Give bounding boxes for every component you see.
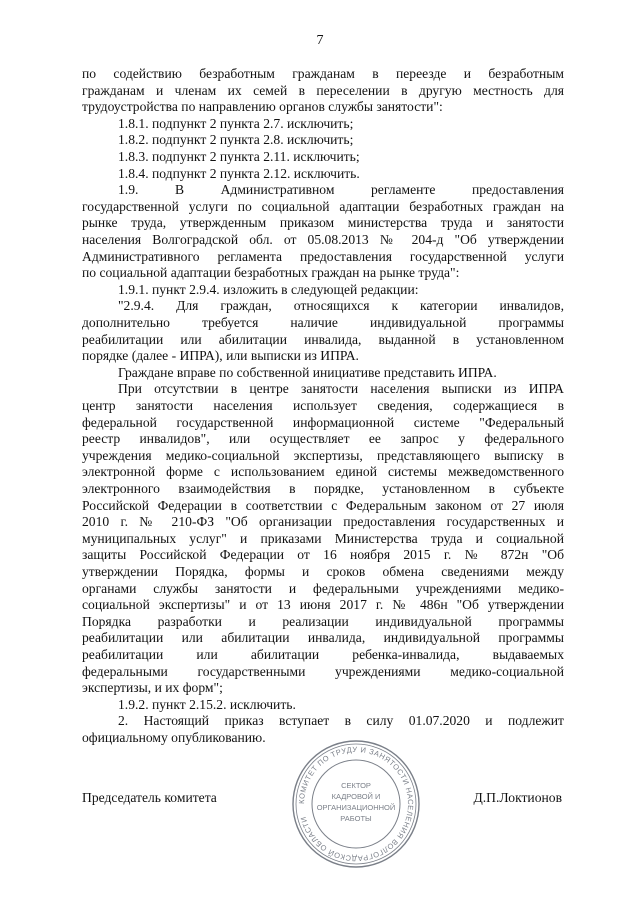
text-line: "2.9.4. Для граждан, относящихся к категории инвалидов,: [118, 298, 564, 314]
text-line: Российской Федерации в соответствии с Федеральным законом от 27 июля: [82, 497, 564, 513]
text-line: органами службы занятости и федеральными учреждениями медико-: [82, 580, 564, 596]
text-line: центр занятости населения использует сведения, содержащиеся в: [82, 398, 564, 413]
text-line: реабилитации или абилитации инвалида, индивидуальной программы: [82, 630, 564, 646]
official-stamp: [290, 738, 422, 870]
text-line: 1.9. В Административном регламенте предоставления: [118, 182, 564, 198]
text-line: Граждане вправе по собственной инициативе представить ИПРА.: [118, 364, 497, 380]
text-line: по социальной адаптации безработных граждан на рынке труда":: [82, 265, 460, 281]
text-line: реабилитации или абилитации ребенка-инвалида, выдаваемых: [82, 647, 564, 662]
text-line: трудоустройства по направлению органов службы занятости":: [82, 99, 443, 115]
text-line: 1.8.2. подпункт 2 пункта 2.8. исключить;: [118, 132, 354, 148]
stamp-center-line: ОРГАНИЗАЦИОННОЙ: [316, 803, 396, 812]
text-line: муниципальных услуг" и приказами Министерства труда и социальной: [82, 530, 564, 546]
text-line: федеральными государственными учреждениями медико-социальной: [82, 663, 564, 679]
text-line: гражданам и членам их семей в переселении в другую местность для: [82, 82, 564, 98]
text-line: рынке труда, утвержденным приказом министерства труда и занятости: [82, 215, 564, 231]
text-line: 2010 г. № 210-ФЗ "Об организации предоставления государственных и: [82, 514, 564, 530]
text-line: порядке (далее - ИПРА), или выписки из ИПРА.: [82, 348, 359, 364]
text-line: социальной экспертизы" и от 13 июня 2017 г. № 486н "Об утверждении: [82, 597, 564, 613]
text-line: реестр инвалидов", или осуществляет ее запрос у федерального: [82, 431, 564, 447]
text-line: электронного взаимодействия в порядке, установленном в субъекте: [82, 481, 564, 496]
signature-position: Председатель комитета: [82, 790, 217, 805]
text-line: 1.8.1. подпункт 2 пункта 2.7. исключить;: [118, 115, 354, 131]
text-line: учреждения медико-социальной экспертизы, представляющего выписку в: [82, 447, 564, 463]
stamp-center-line: СЕКТОР: [341, 781, 371, 790]
stamp-center-line: РАБОТЫ: [340, 814, 372, 823]
text-line: 2. Настоящий приказ вступает в силу 01.07.2020 и подлежит: [118, 713, 564, 729]
text-line: федеральной государственной информационной системе "Федеральный: [82, 414, 564, 430]
text-line: 1.9.1. пункт 2.9.4. изложить в следующей редакции:: [118, 281, 419, 297]
text-line: 1.8.3. подпункт 2 пункта 2.11. исключить;: [118, 149, 360, 164]
text-line: При отсутствии в центре занятости населения выписки из ИПРА: [118, 381, 564, 397]
stamp-ring-text: КОМИТЕТ ПО ТРУДУ И ЗАНЯТОСТИ НАСЕЛЕНИЯ ВОЛГОГРАДСКОЙ ОБЛАСТИ: [296, 744, 416, 864]
text-line: утверждении Порядка, формы и сроков обмена сведениями между: [82, 564, 564, 579]
signature-name: Д.П.Локтионов: [473, 790, 562, 805]
stamp-center-line: КАДРОВОЙ И: [331, 792, 381, 801]
text-line: Административного регламента предоставления государственной услуги: [82, 248, 564, 264]
page-number: 7: [316, 33, 324, 48]
text-line: защиты Российской Федерации от 16 ноября 2015 г. № 872н "Об: [82, 547, 564, 563]
text-line: по содействию безработным гражданам в переезде и безработным: [82, 66, 564, 81]
text-line: экспертизы, и их форм";: [82, 680, 223, 696]
text-line: Порядка разработки и реализации индивидуальной программы: [82, 613, 564, 629]
text-line: дополнительно требуется наличие индивидуальной программы: [82, 315, 564, 330]
text-line: 1.9.2. пункт 2.15.2. исключить.: [118, 696, 296, 712]
text-line: реабилитации или абилитации инвалида, выданной в установленном: [82, 331, 564, 347]
text-line: государственной услуги по социальной адаптации безработных граждан на: [82, 198, 564, 214]
text-line: электронной форме с использованием единой системы межведомственного: [82, 464, 564, 480]
text-line: населения Волгоградской обл. от 05.08.2013 № 204-д "Об утверждении: [82, 232, 564, 247]
text-line: 1.8.4. подпункт 2 пункта 2.12. исключить.: [118, 165, 360, 181]
text-line: официальному опубликованию.: [82, 730, 266, 745]
